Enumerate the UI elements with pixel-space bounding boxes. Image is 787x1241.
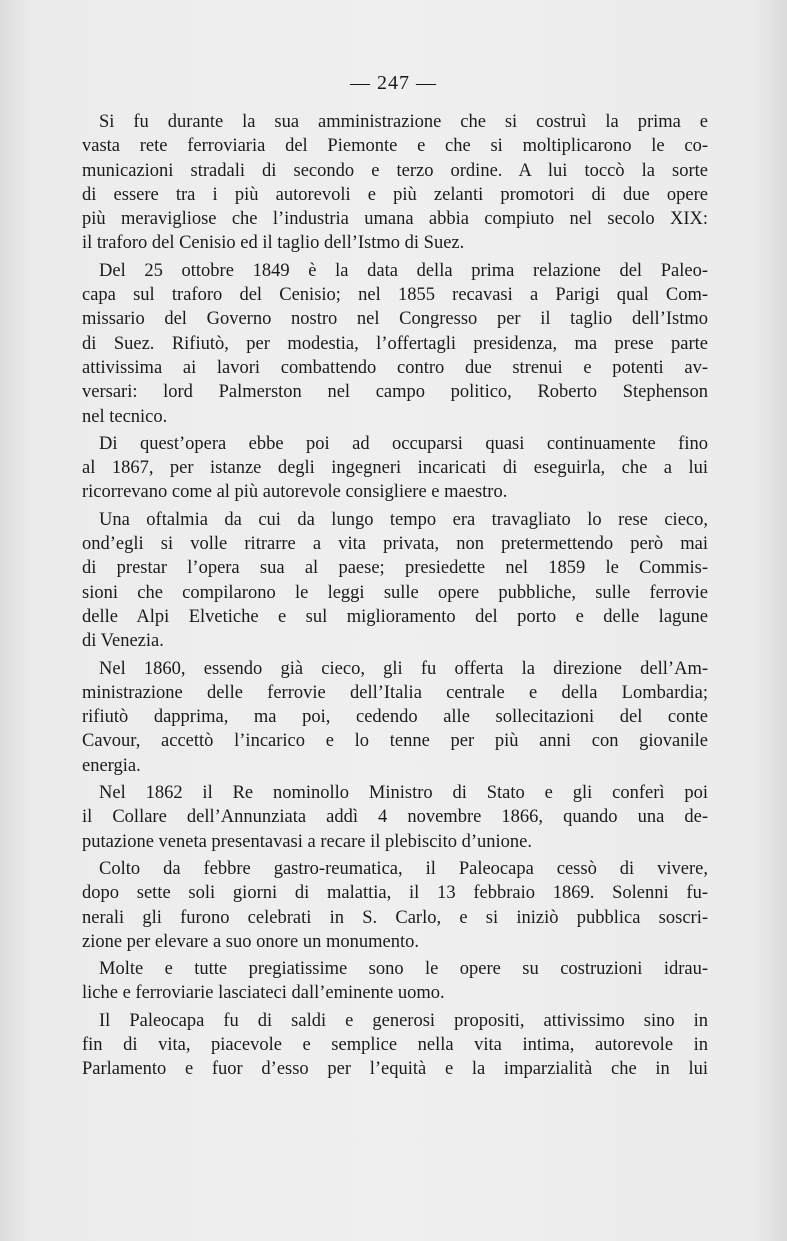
text-line: Nel 1860, essendo già cieco, gli fu offerta la direzione dell’Am- xyxy=(99,658,708,679)
paragraph xyxy=(82,508,708,654)
text-line: nel tecnico. xyxy=(82,406,168,427)
text-line: missario del Governo nostro nel Congresso per il taglio dell’Istmo xyxy=(82,309,708,330)
text-line: ricorrevano come al più autorevole consigliere e maestro. xyxy=(82,482,508,503)
paragraph xyxy=(82,110,708,256)
text-line: ministrazione delle ferrovie dell’Italia centrale e della Lombardia; xyxy=(82,682,708,703)
text-line: versari: lord Palmerston nel campo politico, Roberto Stephenson xyxy=(82,382,708,403)
paragraph xyxy=(82,259,708,429)
text-line: zione per elevare a suo onore un monumento. xyxy=(82,931,419,952)
text-line: Si fu durante la sua amministrazione che si costruì la prima e xyxy=(99,112,708,132)
text-line: attivissima ai lavori combattendo contro due strenui e potenti av- xyxy=(82,357,708,378)
text-line: di prestar l’opera sua al paese; presiedette nel 1859 le Commis- xyxy=(82,558,708,579)
text-line: rifiutò dapprima, ma poi, cedendo alle sollecitazioni del conte xyxy=(82,707,708,728)
paragraph xyxy=(82,957,708,1006)
paragraph xyxy=(82,432,708,505)
text-line: Colto da febbre gastro-reumatica, il Paleocapa cessò di vivere, xyxy=(99,858,708,879)
text-line: fin di vita, piacevole e semplice nella vita intima, autorevole in xyxy=(82,1034,708,1055)
text-line: di Suez. Rifiutò, per modestia, l’offertagli presidenza, ma prese parte xyxy=(82,333,708,354)
text-line: di Venezia. xyxy=(82,631,164,652)
text-line: putazione veneta presentavasi a recare il plebiscito d’unione. xyxy=(82,831,532,852)
text-line: Parlamento e fuor d’esso per l’equità e la imparzialità che in lui xyxy=(82,1059,708,1080)
text-line: nerali gli furono celebrati in S. Carlo, e si iniziò pubblica soscri- xyxy=(82,907,708,928)
body-text xyxy=(82,110,708,1082)
text-line: Nel 1862 il Re nominollo Ministro di Stato e gli conferì poi xyxy=(99,783,708,804)
page-number: — 247 — xyxy=(350,72,437,94)
paragraph xyxy=(82,657,708,778)
text-line: al 1867, per istanze degli ingegneri incaricati di eseguirla, che a lui xyxy=(82,458,708,479)
text-line: più meravigliose che l’industria umana abbia compiuto nel secolo XIX: xyxy=(82,209,708,230)
paragraph xyxy=(82,857,708,954)
text-line: di essere tra i più autorevoli e più zelanti promotori di due opere xyxy=(82,184,708,205)
text-line: Molte e tutte pregiatissime sono le opere su costruzioni idrau- xyxy=(99,959,708,980)
text-line: Di quest’opera ebbe poi ad occuparsi quasi continuamente fino xyxy=(99,433,708,454)
text-line: municazioni stradali di secondo e terzo ordine. A lui toccò la sorte xyxy=(82,160,708,181)
text-line: liche e ferroviarie lasciateci dall’eminente uomo. xyxy=(82,983,445,1004)
text-line: il traforo del Cenisio ed il taglio dell’Istmo di Suez. xyxy=(82,233,465,254)
paragraph xyxy=(82,1009,708,1082)
paragraph xyxy=(82,781,708,854)
text-line: Del 25 ottobre 1849 è la data della prima relazione del Paleo- xyxy=(99,260,708,281)
text-line: Il Paleocapa fu di saldi e generosi propositi, attivissimo sino in xyxy=(99,1010,708,1031)
text-line: sioni che compilarono le leggi sulle opere pubbliche, sulle ferrovie xyxy=(82,582,708,603)
text-line: delle Alpi Elvetiche e sul miglioramento del porto e delle lagune xyxy=(82,606,708,627)
text-line: il Collare dell’Annunziata addì 4 novembre 1866, quando una de- xyxy=(82,807,708,828)
text-line: vasta rete ferroviaria del Piemonte e che si moltiplicarono le co- xyxy=(82,136,708,157)
text-line: energia. xyxy=(82,755,141,776)
text-line: ond’egli si volle ritrarre a vita privata, non pretermettendo però mai xyxy=(82,534,708,555)
text-line: Cavour, accettò l’incarico e lo tenne per più anni con giovanile xyxy=(82,731,708,752)
text-line: capa sul traforo del Cenisio; nel 1855 recavasi a Parigi qual Com- xyxy=(82,285,708,306)
text-line: Una oftalmia da cui da lungo tempo era travagliato lo rese cieco, xyxy=(99,509,708,530)
text-line: dopo sette soli giorni di malattia, il 13 febbraio 1869. Solenni fu- xyxy=(82,883,708,904)
